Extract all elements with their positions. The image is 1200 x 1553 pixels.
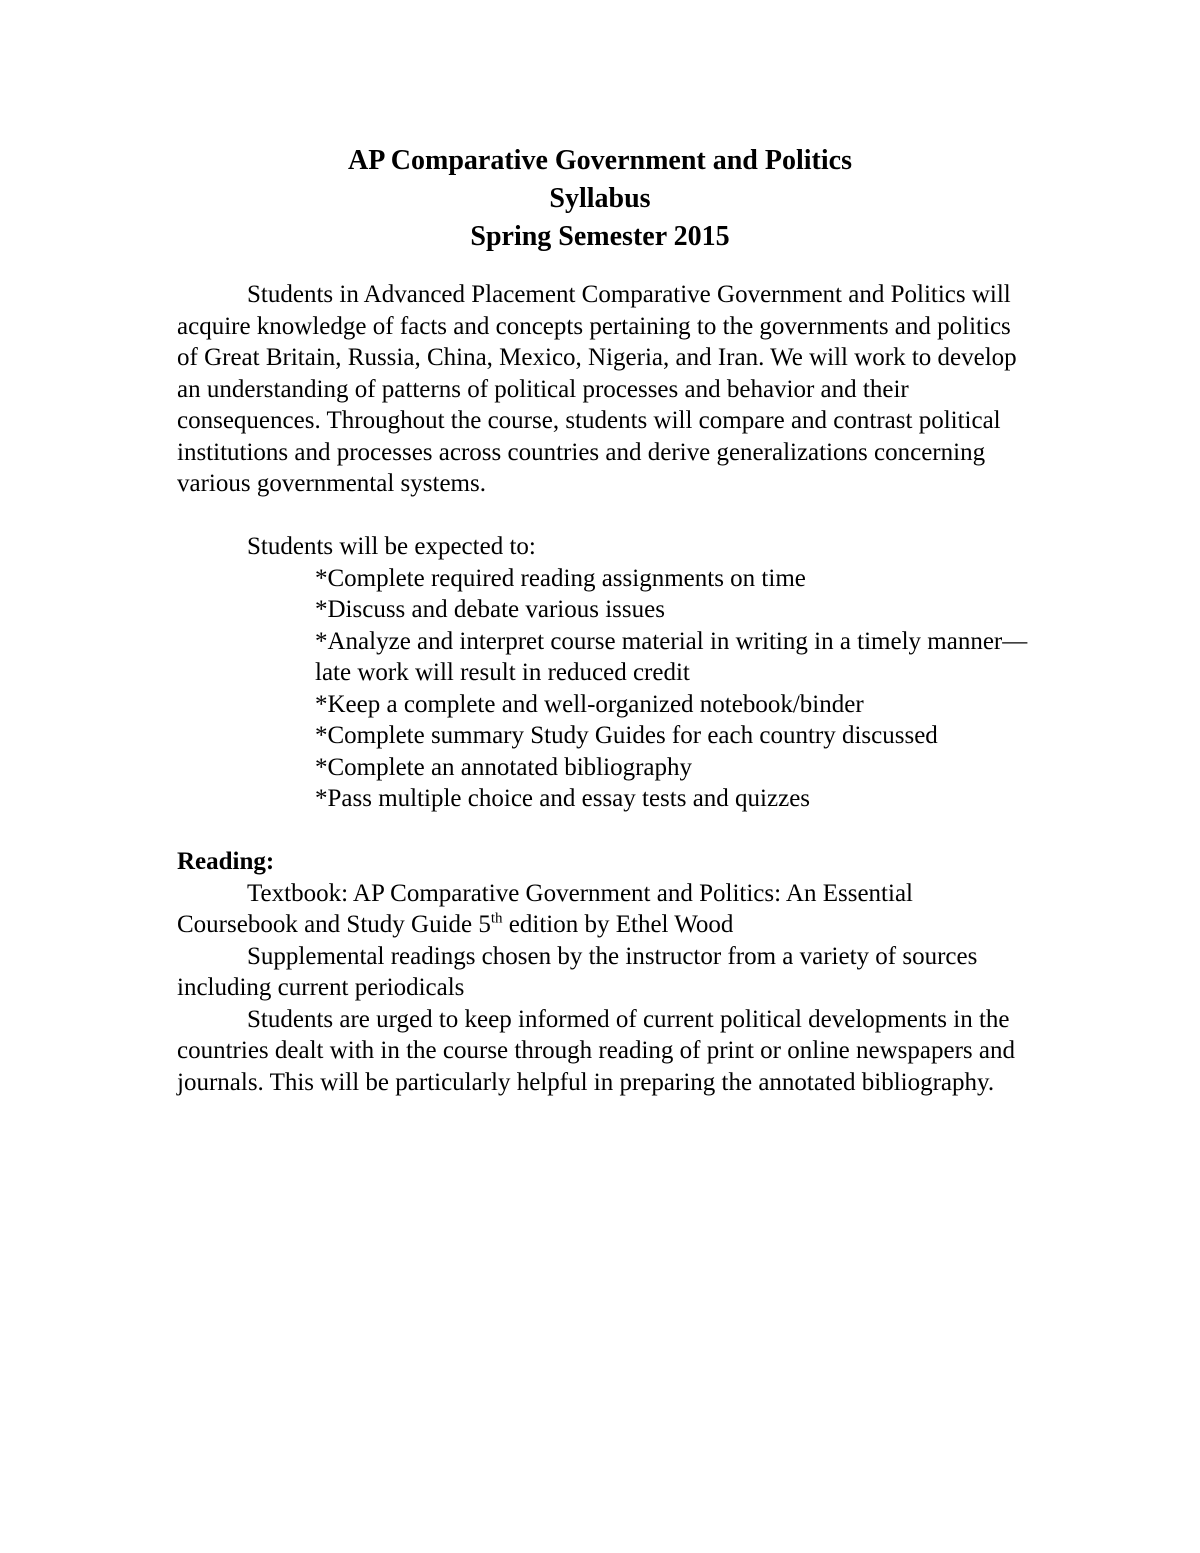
document-term: Spring Semester 2015 bbox=[470, 221, 730, 252]
list-item: *Complete summary Study Guides for each country discussed bbox=[315, 722, 938, 749]
document-header bbox=[0, 142, 1200, 256]
document-subtitle: Syllabus bbox=[549, 183, 651, 214]
current-events-paragraph: Students are urged to keep informed of current political developments in the countries dealt with in the course through reading of print or online newspapers and journals. This will be particularly helpful in preparing the annotated bibliography. bbox=[177, 1005, 1015, 1096]
list-item: *Complete required reading assignments on time bbox=[315, 564, 806, 592]
list-item: *Pass multiple choice and essay tests and quizzes bbox=[315, 785, 811, 812]
list-item: *Discuss and debate various issues bbox=[315, 596, 665, 623]
list-item: *Analyze and interpret course material in writing in a timely manner—late work will result in reduced credit bbox=[315, 627, 1028, 686]
document-title: AP Comparative Government and Politics bbox=[348, 145, 852, 176]
reading-heading: Reading: bbox=[177, 848, 275, 875]
expectations-intro: Students will be expected to: bbox=[247, 533, 536, 560]
paragraph-spacer bbox=[177, 500, 1037, 532]
textbook-author: edition by Ethel Wood bbox=[502, 911, 734, 938]
list-item: *Complete an annotated bibliography bbox=[315, 753, 692, 781]
intro-paragraph: Students in Advanced Placement Comparative Government and Politics will acquire knowledge of facts and concepts pertaining to the governments and politics of Great Britain, Russia, China, Mexico, Nigeria, and Iran. We will work to develop an understanding of patterns of political processes and behavior and their consequences. Throughout the course, students will compare and contrast political institutions and processes across countries and derive generalizations concerning various governmental systems. bbox=[177, 281, 1017, 497]
expectations-list bbox=[177, 563, 1037, 815]
textbook-text: Textbook: AP Comparative Government and Politics: An Essential Coursebook and Study Guide 5 bbox=[177, 879, 913, 938]
supplemental-paragraph: Supplemental readings chosen by the instructor from a variety of sources including current periodicals bbox=[177, 942, 978, 1001]
edition-superscript: th bbox=[490, 910, 503, 927]
textbook-paragraph bbox=[177, 878, 1037, 941]
paragraph-spacer bbox=[177, 815, 1037, 847]
list-item: *Keep a complete and well-organized notebook/binder bbox=[315, 690, 864, 718]
document-body bbox=[177, 279, 1037, 1098]
